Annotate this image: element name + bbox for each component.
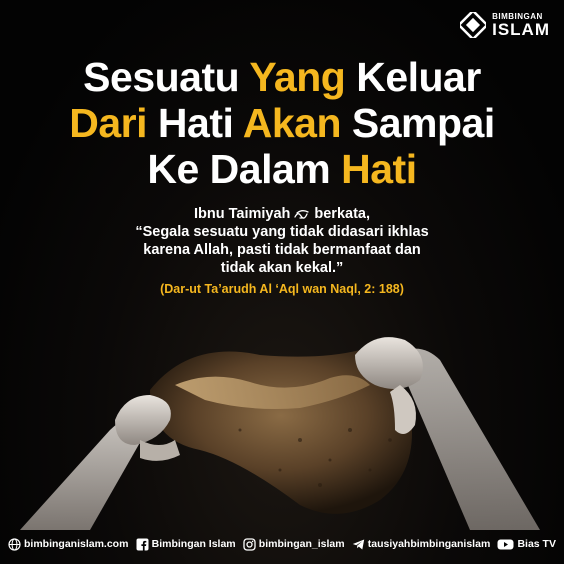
quote-source: (Dar-ut Ta’arudh Al ‘Aql wan Naql, 2: 188): [160, 282, 404, 296]
headline-highlight: Akan: [242, 100, 341, 146]
youtube-icon: [497, 538, 514, 551]
author-name: Ibnu Taimiyah: [193, 206, 291, 222]
quote-block: [0, 205, 564, 277]
headline-word: Sesuatu: [83, 54, 250, 100]
quote-line: tidak akan kekal.”: [220, 260, 344, 276]
telegram-icon: [352, 538, 365, 551]
facebook-icon: [136, 538, 149, 551]
quote-line: karena Allah, pasti tidak bermanfaat dan: [143, 242, 421, 258]
footer-instagram[interactable]: [243, 538, 345, 551]
headline-highlight: Yang: [249, 54, 346, 100]
quote-author: [194, 205, 370, 223]
headline-line3: [0, 146, 564, 192]
headline-word: Ke Dalam: [147, 146, 342, 192]
logo-line1: BIMBINGAN: [492, 11, 543, 21]
headline-highlight: Dari: [69, 100, 148, 146]
hands-breaking-bread-image: [0, 300, 564, 530]
headline-word: Hati: [147, 100, 243, 146]
quote-line: “Segala sesuatu yang tidak didasari ikhlas: [135, 224, 429, 240]
headline-highlight: Hati: [341, 146, 417, 192]
headline-line1: [0, 54, 564, 100]
footer-telegram[interactable]: [352, 538, 491, 551]
logo-line2: ISLAM: [492, 19, 550, 39]
footer-facebook[interactable]: [136, 538, 236, 551]
footer-social-bar: [0, 534, 564, 554]
footer-instagram-label: bimbingan_islam: [258, 538, 345, 550]
headline-line2: [0, 100, 564, 146]
footer-facebook-label: Bimbingan Islam: [151, 538, 236, 550]
footer-website-label: bimbinganislam.com: [24, 538, 129, 550]
rahimahullah-calligraphy-icon: [294, 208, 310, 220]
headline-word: Sampai: [341, 100, 495, 146]
footer-website[interactable]: [8, 538, 128, 551]
footer-telegram-label: tausiyahbimbinganislam: [367, 538, 491, 550]
bimbingan-islam-logo-icon: [460, 12, 486, 38]
globe-icon: [8, 538, 21, 551]
footer-youtube-label: Bias TV: [517, 538, 556, 550]
brand-logo: [460, 12, 550, 38]
author-verb: berkata,: [314, 206, 371, 222]
instagram-icon: [243, 538, 256, 551]
footer-youtube[interactable]: [497, 538, 556, 551]
headline: [0, 54, 564, 192]
headline-word: Keluar: [345, 54, 481, 100]
